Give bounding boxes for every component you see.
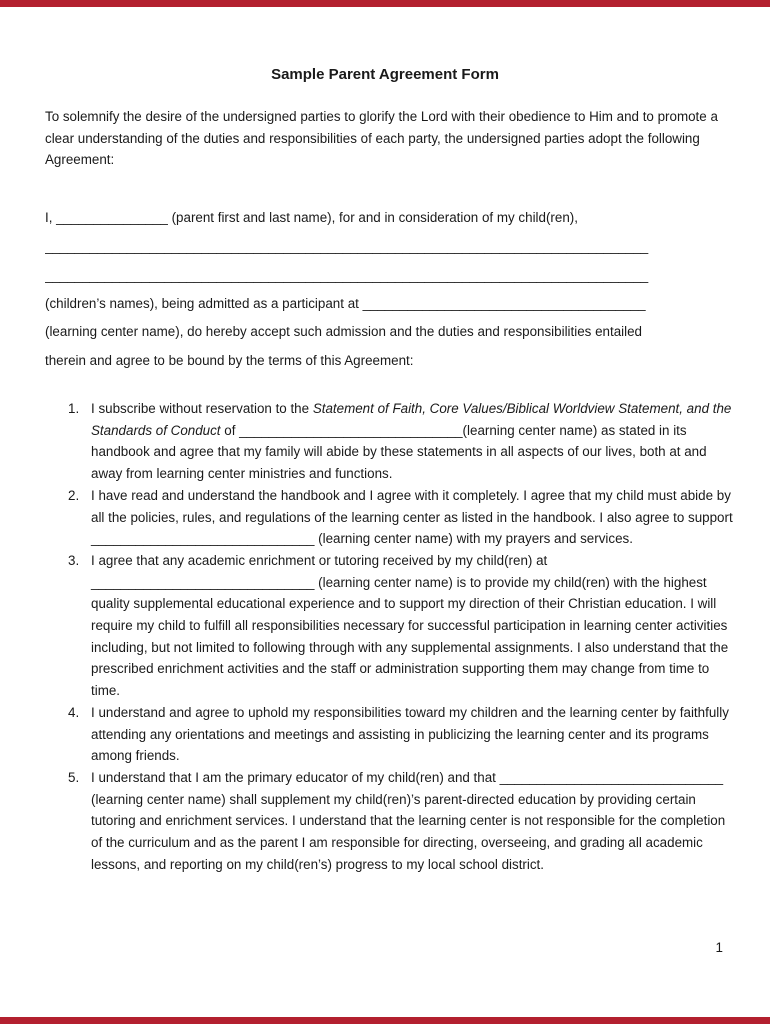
agreement-items-list xyxy=(45,398,735,875)
intro-paragraph: To solemnify the desire of the undersigned parties to glorify the Lord with their obedience to Him and to promote a clear understanding of the duties and responsibilities of each party, the undersigned parties adopt the following Agreement: xyxy=(45,109,718,167)
item-number: 4. xyxy=(68,704,80,720)
list-item xyxy=(45,702,735,767)
list-item xyxy=(45,398,735,485)
item-text-post: of ______________________________(learning center name) as stated in its handbook and agree that my family will abide by these statements in all aspects of our lives, both at and away from learning center ministries and functions. xyxy=(91,422,707,482)
item-number: 1. xyxy=(68,401,80,416)
children-names-blank-1: _________________________________________________________________________________ xyxy=(45,239,649,254)
item-text: I have read and understand the handbook and I agree with it completely. I agree that my child must abide by all the policies, rules, and regulations of the learning center as listed in the handbook. I also agree to support ______________________________ (learning center name) with my prayers and services. xyxy=(91,487,733,547)
parent-name-line: I, _______________ (parent first and last name), for and in consideration of my child(ren), xyxy=(45,210,578,225)
item-text-pre: I subscribe without reservation to the xyxy=(91,401,313,416)
list-item xyxy=(45,767,735,876)
acceptance-line: (learning center name), do hereby accept such admission and the duties and responsibilities entailed xyxy=(45,324,642,339)
item-number: 2. xyxy=(68,487,80,503)
item-text: I understand that I am the primary educator of my child(ren) and that ______________________________ (learning center name) shall supplement my child(ren)’s parent-directed education by providing certain tutoring and enrichment services. I understand that the learning center is not responsible for the completion of the curriculum and as the parent I am responsible for directing, overseeing, and grading all academic lessons, and reporting on my child(ren’s) progress to my local school district. xyxy=(91,769,726,872)
agreement-terms-line: therein and agree to be bound by the terms of this Agreement: xyxy=(45,353,414,368)
document-title: Sample Parent Agreement Form xyxy=(271,66,499,83)
item-text: I understand and agree to uphold my responsibilities toward my children and the learning center by faithfully attending any orientations and meetings and assisting in publicizing the learning center and its programs among friends. xyxy=(91,704,729,764)
bottom-accent-bar xyxy=(0,1017,770,1024)
item-number: 5. xyxy=(68,769,80,785)
list-item xyxy=(45,485,735,550)
children-names-blank-2: _________________________________________________________________________________ xyxy=(45,268,649,283)
item-text-italic: Statement of Faith, Core Values/Biblical Worldview Statement, and the Standards of Conduct xyxy=(91,401,732,438)
item-number: 3. xyxy=(68,552,80,568)
admission-line: (children’s names), being admitted as a participant at ______________________________________ xyxy=(45,296,646,311)
list-item xyxy=(45,550,735,702)
page-number: 1 xyxy=(715,940,723,955)
top-accent-bar xyxy=(0,0,770,7)
item-text: I agree that any academic enrichment or tutoring received by my child(ren) at ______________________________ (learning center name) is to provide my child(ren) with the highest quality supplemental educational experience and to support my direction of their Christian education. I will require my child to fulfill all responsibilities necessary for successful participation in learning center activities including, but not limited to following through with any supplemental assignments. I also understand that the prescribed enrichment activities and the staff or administration supporting them may change from time to time. xyxy=(91,552,729,699)
